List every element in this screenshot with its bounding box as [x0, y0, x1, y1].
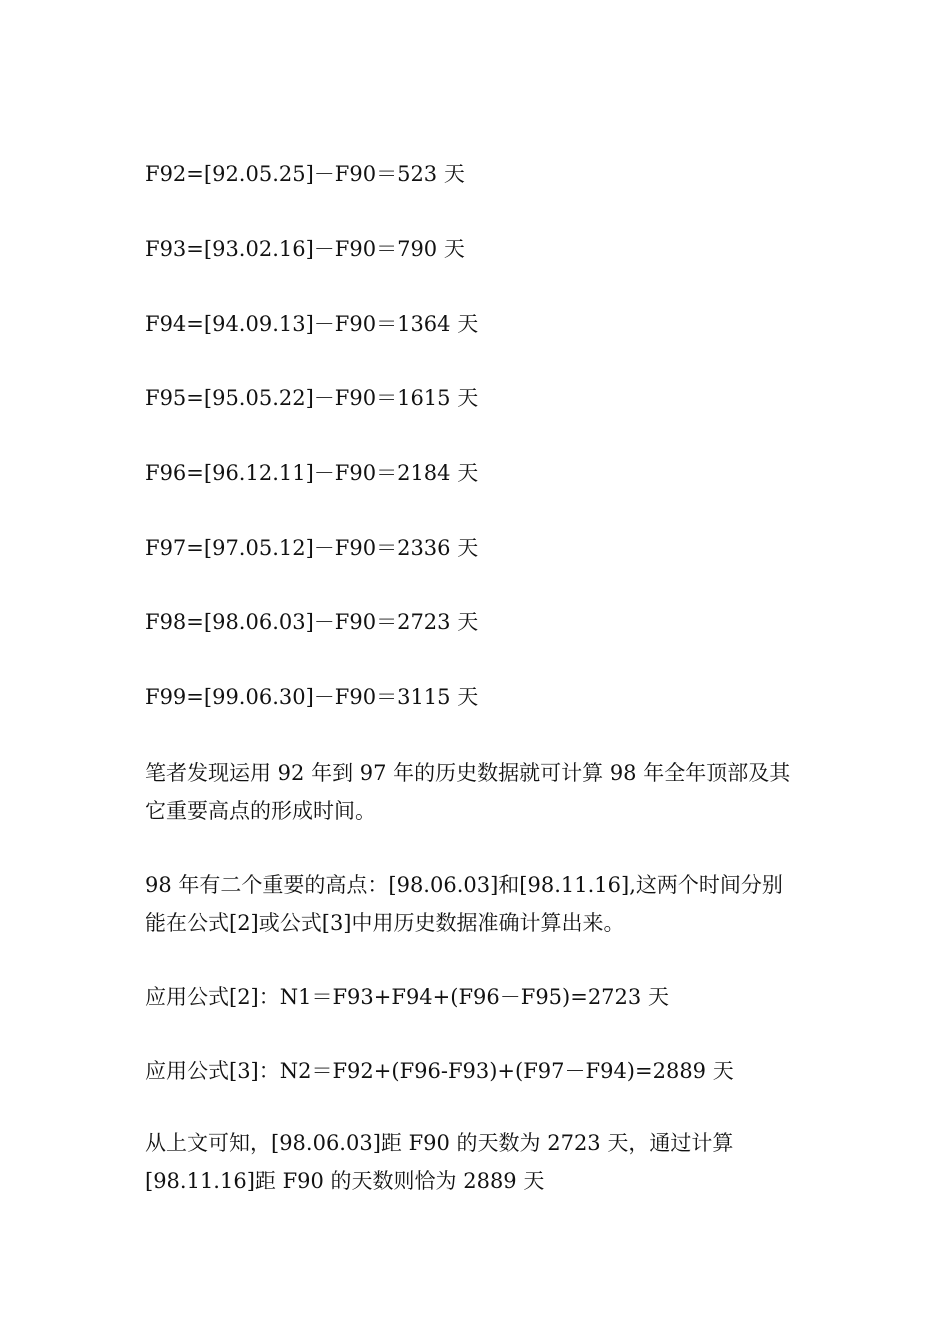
formula-f96: F96=[96.12.11]－F90＝2184 天 [145, 461, 479, 485]
formula-f93: F93=[93.02.16]－F90＝790 天 [145, 237, 465, 261]
paragraph-history-data [145, 754, 815, 830]
formula-f94: F94=[94.09.13]－F90＝1364 天 [145, 312, 479, 336]
formula-3-application: 应用公式[3]：N2＝F92+(F96-F93)+(F97－F94)=2889 天 [145, 1059, 734, 1083]
formula-f98: F98=[98.06.03]－F90＝2723 天 [145, 610, 479, 634]
formula-f99: F99=[99.06.30]－F90＝3115 天 [145, 685, 479, 709]
formula-f95: F95=[95.05.22]－F90＝1615 天 [145, 386, 479, 410]
formula-2-application: 应用公式[2]：N1＝F93+F94+(F96－F95)=2723 天 [145, 985, 669, 1009]
paragraph-conclusion [145, 1124, 815, 1200]
formula-f92: F92=[92.05.25]－F90＝523 天 [145, 162, 465, 186]
formula-f97: F97=[97.05.12]－F90＝2336 天 [145, 536, 479, 560]
paragraph-line: 从上文可知，[98.06.03]距 F90 的天数为 2723 天，通过计算 [145, 1131, 734, 1155]
paragraph-line: 能在公式[2]或公式[3]中用历史数据准确计算出来。 [145, 911, 625, 935]
paragraph-high-points [145, 866, 815, 942]
paragraph-line: 笔者发现运用 92 年到 97 年的历史数据就可计算 98 年全年顶部及其 [145, 761, 791, 785]
paragraph-line: [98.11.16]距 F90 的天数则恰为 2889 天 [145, 1169, 545, 1193]
paragraph-line: 98 年有二个重要的高点：[98.06.03]和[98.11.16],这两个时间分别 [145, 873, 783, 897]
paragraph-line: 它重要高点的形成时间。 [145, 799, 376, 823]
